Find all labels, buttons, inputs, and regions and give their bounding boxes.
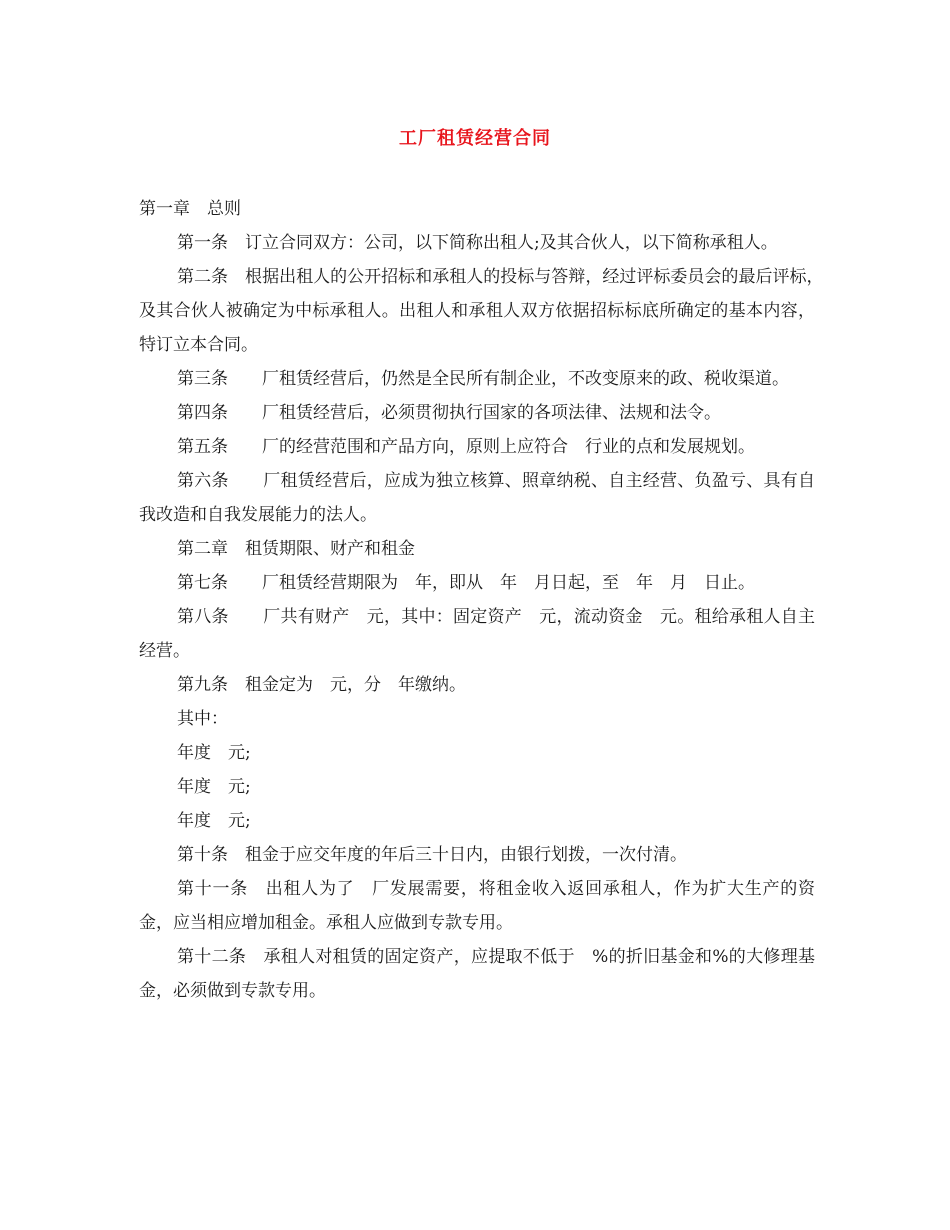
article-9: 第九条 租金定为 元，分 年缴纳。 <box>177 675 466 695</box>
rent-breakdown-label: 其中： <box>177 709 228 729</box>
article-10: 第十条 租金于应交年度的年后三十日内，由银行划拨，一次付清。 <box>177 845 687 865</box>
article-11: 第十一条 出租人为了 厂发展需要，将租金收入返回承租人，作为扩大生产的资金，应当相应增加租金。承租人应做到专款专用。 <box>139 879 815 933</box>
article-6: 第六条 厂租赁经营后，应成为独立核算、照章纳税、自主经营、负盈亏、具有自我改造和自我发展能力的法人。 <box>139 471 815 525</box>
document-body <box>139 192 832 1008</box>
article-2: 第二条 根据出租人的公开招标和承租人的投标与答辩，经过评标委员会的最后评标， 及其合伙人被确定为中标承租人。出租人和承租人双方依据招标标底所确定的基本内容，特订立本合同。 <box>139 267 832 355</box>
article-4: 第四条 厂租赁经营后，必须贯彻执行国家的各项法律、法规和法令。 <box>177 403 721 423</box>
rent-year-line: 年度 元; <box>177 777 251 797</box>
article-1: 第一条 订立合同双方：公司，以下简称出租人;及其合伙人，以下简称承租人。 <box>177 233 778 253</box>
rent-year-line: 年度 元; <box>177 811 251 831</box>
document-title: 工厂租赁经营合同 <box>399 128 551 149</box>
article-3: 第三条 厂租赁经营后，仍然是全民所有制企业，不改变原来的政、税收渠道。 <box>177 369 789 389</box>
article-7: 第七条 厂租赁经营期限为 年，即从 年 月日起，至 年 月 日止。 <box>177 573 755 593</box>
chapter-heading-1: 第一章 总则 <box>139 199 241 219</box>
article-8: 第八条 厂共有财产 元，其中：固定资产 元，流动资金 元。租给承租人自主经营。 <box>139 607 815 661</box>
chapter-heading-2: 第二章 租赁期限、财产和租金 <box>177 539 415 559</box>
article-5: 第五条 厂的经营范围和产品方向，原则上应符合 行业的点和发展规划。 <box>177 437 755 457</box>
rent-year-line: 年度 元; <box>177 743 251 763</box>
article-12: 第十二条 承租人对租赁的固定资产，应提取不低于 %的折旧基金和%的大修理基金，必须做到专款专用。 <box>139 947 815 1001</box>
